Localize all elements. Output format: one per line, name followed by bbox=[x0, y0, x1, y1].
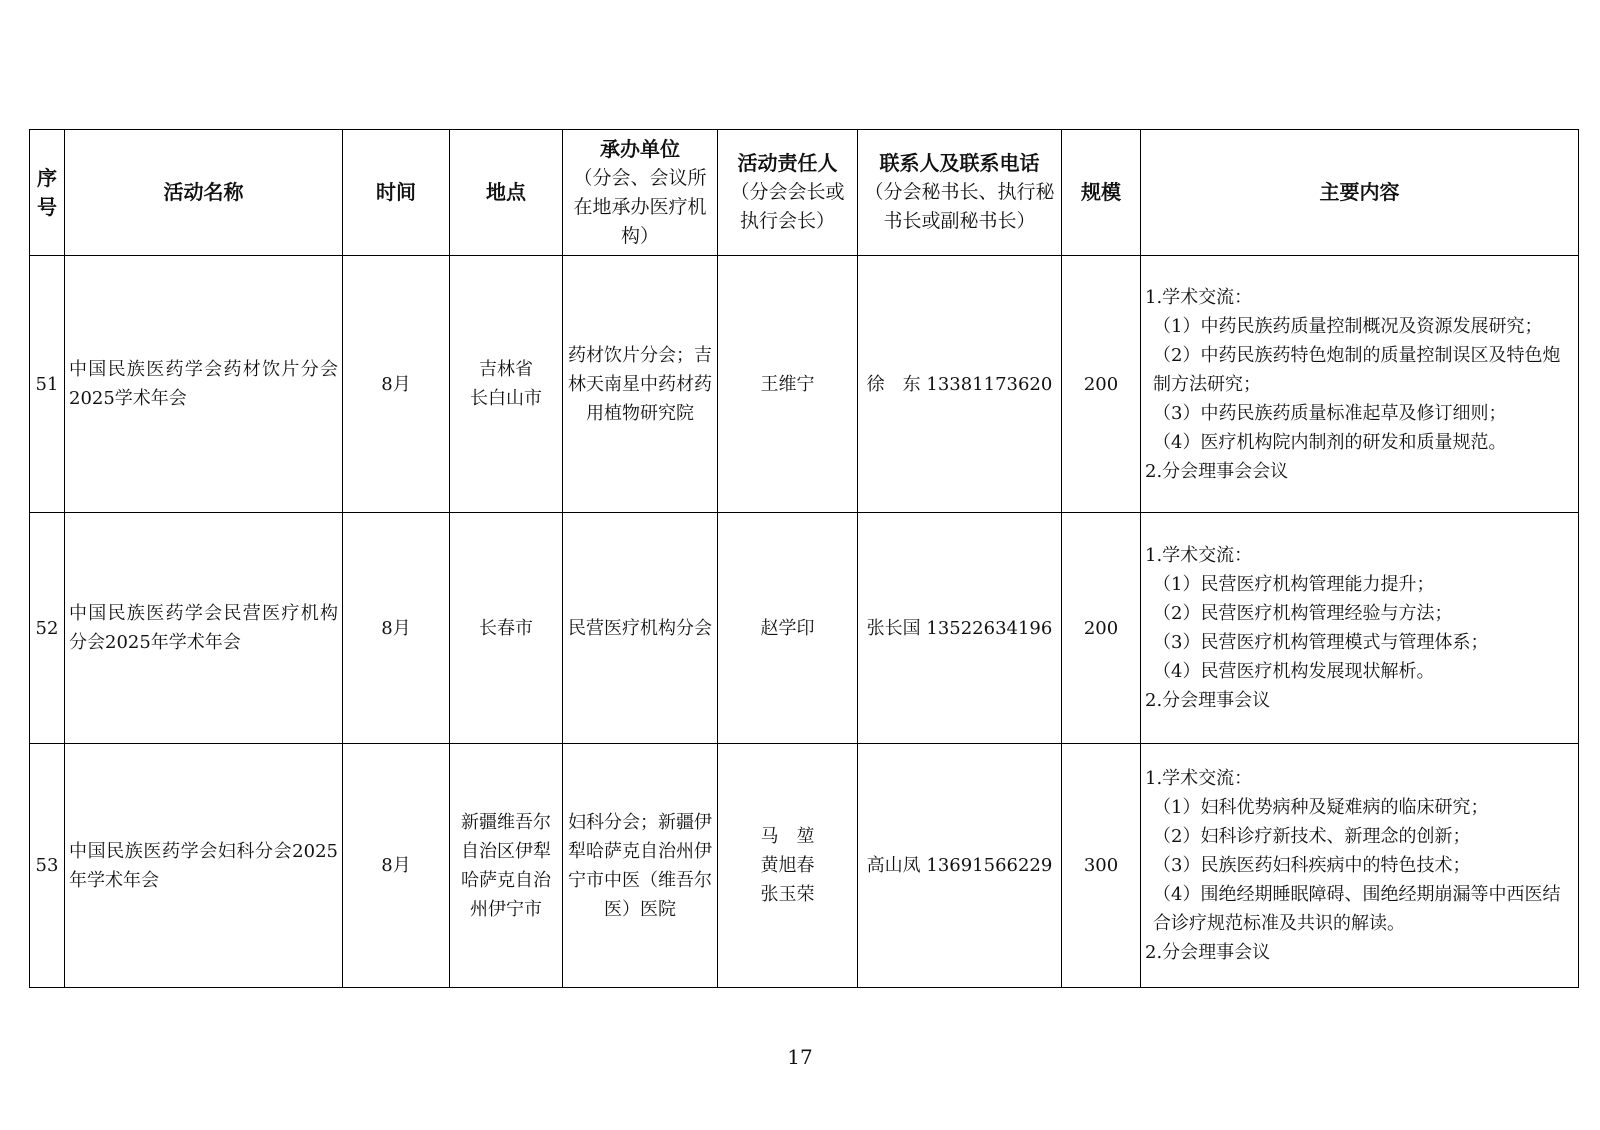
leader-name: 黄旭春 bbox=[760, 855, 815, 876]
row-scale: 200 bbox=[1062, 256, 1141, 513]
table-row bbox=[30, 744, 1579, 988]
row-place bbox=[450, 744, 563, 988]
activity-schedule-table bbox=[29, 129, 1579, 988]
row-contact: 张长国 13522634196 bbox=[858, 513, 1062, 744]
content-item: 1.学术交流： bbox=[1145, 545, 1253, 566]
leader-name: 赵学印 bbox=[760, 617, 815, 639]
row-place bbox=[450, 513, 563, 744]
header-content: 主要内容 bbox=[1141, 130, 1579, 256]
leader-name: 马 堃 bbox=[760, 826, 815, 847]
content-item: 2.分会理事会议 bbox=[1145, 942, 1271, 963]
row-activity-name: 中国民族医药学会药材饮片分会2025学术年会 bbox=[65, 256, 343, 513]
row-seq: 52 bbox=[30, 513, 65, 744]
header-contact-main: 联系人及联系电话 bbox=[879, 151, 1040, 175]
header-host bbox=[563, 130, 718, 256]
row-time: 8月 bbox=[343, 513, 450, 744]
header-contact-sub: （分会秘书长、执行秘书长或副秘书长） bbox=[864, 181, 1055, 232]
content-item: （3）民族医药妇科疾病中的特色技术； bbox=[1153, 855, 1471, 876]
row-place bbox=[450, 256, 563, 513]
row-host: 民营医疗机构分会 bbox=[563, 513, 718, 744]
content-item: 2.分会理事会议 bbox=[1145, 690, 1271, 711]
header-time: 时间 bbox=[343, 130, 450, 256]
header-host-sub: （分会、会议所在地承办医疗机构） bbox=[573, 166, 707, 247]
row-leader bbox=[718, 256, 858, 513]
row-scale: 300 bbox=[1062, 744, 1141, 988]
content-item: （1）妇科优势病种及疑难病的临床研究； bbox=[1153, 797, 1489, 818]
row-contact: 徐 东 13381173620 bbox=[858, 256, 1062, 513]
place-line: 新疆维吾尔自治区伊犁哈萨克自治州伊宁市 bbox=[461, 811, 551, 920]
header-leader-main: 活动责任人 bbox=[737, 151, 838, 175]
content-item: （4）民营医疗机构发展现状解析。 bbox=[1153, 661, 1435, 682]
row-time: 8月 bbox=[343, 256, 450, 513]
row-seq: 53 bbox=[30, 744, 65, 988]
header-seq: 序号 bbox=[30, 130, 65, 256]
header-name: 活动名称 bbox=[65, 130, 343, 256]
header-place: 地点 bbox=[450, 130, 563, 256]
content-item: （2）中药民族药特色炮制的质量控制误区及特色炮制方法研究； bbox=[1153, 344, 1561, 395]
row-contact: 高山凤 13691566229 bbox=[858, 744, 1062, 988]
row-seq: 51 bbox=[30, 256, 65, 513]
table-row bbox=[30, 256, 1579, 513]
content-item: （1）中药民族药质量控制概况及资源发展研究； bbox=[1153, 315, 1543, 337]
row-content bbox=[1141, 744, 1579, 988]
header-leader-sub: （分会会长或执行会长） bbox=[730, 181, 845, 232]
place-line: 长春市 bbox=[479, 617, 533, 639]
table-header-row bbox=[30, 130, 1579, 256]
row-activity-name: 中国民族医药学会民营医疗机构分会2025年学术年会 bbox=[65, 513, 343, 744]
row-leader bbox=[718, 744, 858, 988]
place-line: 吉林省 bbox=[479, 359, 533, 380]
row-content bbox=[1141, 256, 1579, 513]
content-item: （4）医疗机构院内制剂的研发和质量规范。 bbox=[1153, 431, 1507, 453]
header-host-main: 承办单位 bbox=[600, 136, 680, 161]
row-scale: 200 bbox=[1062, 513, 1141, 744]
row-host: 药材饮片分会；吉林天南星中药材药用植物研究院 bbox=[563, 256, 718, 513]
row-host: 妇科分会；新疆伊犁哈萨克自治州伊宁市中医（维吾尔医）医院 bbox=[563, 744, 718, 988]
content-item: （3）民营医疗机构管理模式与管理体系； bbox=[1153, 632, 1489, 653]
table-row bbox=[30, 513, 1579, 744]
row-time: 8月 bbox=[343, 744, 450, 988]
row-activity-name: 中国民族医药学会妇科分会2025年学术年会 bbox=[65, 744, 343, 988]
content-item: （2）妇科诊疗新技术、新理念的创新； bbox=[1153, 826, 1471, 847]
row-leader bbox=[718, 513, 858, 744]
content-item: 2.分会理事会会议 bbox=[1145, 460, 1289, 482]
content-item: （2）民营医疗机构管理经验与方法； bbox=[1153, 603, 1453, 624]
leader-name: 王维宁 bbox=[760, 373, 815, 395]
content-item: 1.学术交流： bbox=[1145, 286, 1253, 308]
header-scale: 规模 bbox=[1062, 130, 1141, 256]
content-item: （1）民营医疗机构管理能力提升； bbox=[1153, 574, 1435, 595]
page-number: 17 bbox=[787, 1045, 813, 1069]
header-contact bbox=[858, 130, 1062, 256]
leader-name: 张玉荣 bbox=[760, 884, 815, 905]
place-line: 长白山市 bbox=[470, 388, 542, 409]
header-leader bbox=[718, 130, 858, 256]
content-item: （3）中药民族药质量标准起草及修订细则； bbox=[1153, 402, 1507, 424]
row-content bbox=[1141, 513, 1579, 744]
content-item: （4）围绝经期睡眠障碍、围绝经期崩漏等中西医结合诊疗规范标准及共识的解读。 bbox=[1153, 884, 1561, 934]
content-item: 1.学术交流： bbox=[1145, 768, 1253, 789]
